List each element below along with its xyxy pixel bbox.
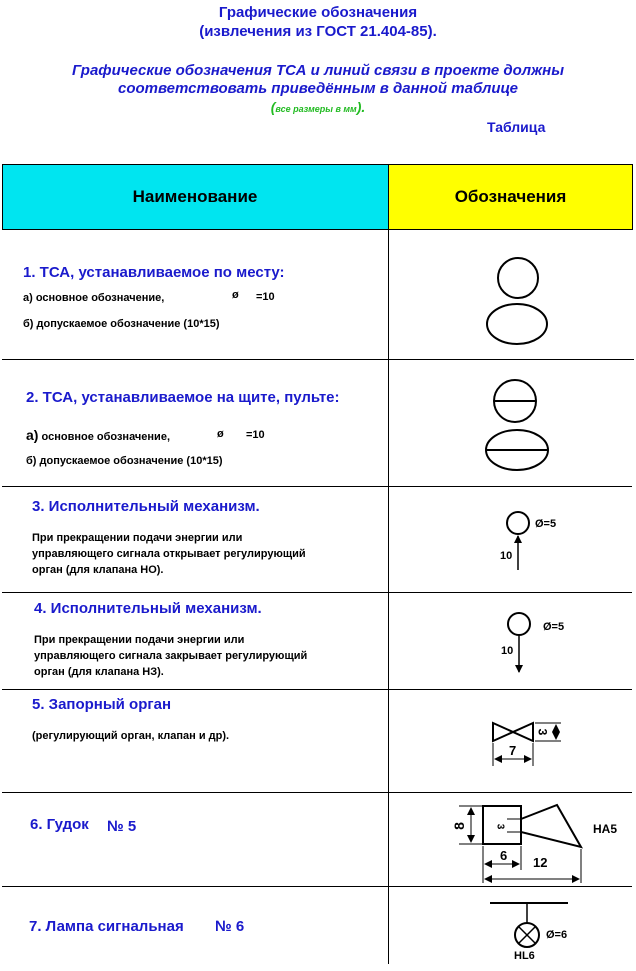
- row1-item-a: а) основное обозначение,: [23, 292, 165, 304]
- row4-title: 4. Исполнительный механизм.: [34, 600, 262, 617]
- row7-title: 7. Лампа сигнальная: [29, 918, 184, 935]
- row4-dim-diameter: Ø=5: [543, 621, 565, 633]
- row3-dim-length: 10: [500, 550, 513, 562]
- row3-desc-3: орган (для клапана НО).: [32, 564, 164, 576]
- row2-title: 2. ТСА, устанавливаемое на щите, пульте:: [26, 389, 340, 406]
- row6-title: 6. Гудок: [30, 816, 89, 833]
- row3-desc-1: При прекращении подачи энергии или: [32, 532, 243, 544]
- table-label: Таблица: [487, 119, 546, 135]
- intro-line-1: Графические обозначения ТСА и линий связи в проекте должны: [71, 62, 565, 79]
- row4-dim-length: 10: [501, 645, 514, 657]
- row3-dim-diameter: Ø=5: [535, 518, 557, 530]
- row4-desc-1: При прекращении подачи энергии или: [34, 634, 245, 646]
- row6-dim-height: 8: [450, 822, 467, 830]
- row5-dim-width: 7: [509, 743, 517, 758]
- row2-item-a: а) основное обозначение,: [26, 427, 170, 443]
- row3-desc-2: управляющего сигнала открывает регулирующий: [32, 548, 306, 560]
- row6-number: № 5: [107, 818, 137, 835]
- row7-number: № 6: [215, 918, 245, 935]
- row4-desc-2: управляющего сигнала закрывает регулирующий: [34, 650, 308, 662]
- shutoff-valve-symbol: [493, 723, 533, 741]
- row2-item-b: б) допускаемое обозначение (10*15): [26, 455, 223, 467]
- row1-diameter-value: =10: [256, 291, 275, 303]
- row4-desc-3: орган (для клапана НЗ).: [34, 666, 164, 678]
- row6-dim-small: 3: [494, 823, 506, 830]
- row5-dim-height: 3: [535, 728, 550, 736]
- column-header-name: Наименование: [2, 165, 388, 229]
- row6-dim-total: 12: [533, 855, 548, 870]
- row7-tag: HL6: [514, 950, 535, 962]
- row6-dim-width: 6: [500, 848, 508, 863]
- horn-box: [483, 806, 521, 844]
- row1-diameter-sign: ø: [232, 289, 239, 301]
- row3-title: 3. Исполнительный механизм.: [32, 498, 260, 515]
- actuator-nc-circle: [508, 613, 530, 635]
- intro-line-2: соответствовать приведённым в данной таблице: [117, 80, 518, 97]
- row5-desc: (регулирующий орган, клапан и др).: [32, 730, 230, 742]
- row2-diameter-value: =10: [246, 429, 265, 441]
- row5-title: 5. Запорный орган: [32, 696, 172, 713]
- dimensions-note: (все размеры в мм).: [270, 99, 366, 115]
- row6-tag: НА5: [593, 822, 618, 836]
- local-device-ellipse: [487, 304, 547, 344]
- row2-diameter-sign: ø: [217, 428, 224, 440]
- doc-subtitle: (извлечения из ГОСТ 21.404-85).: [199, 23, 437, 40]
- local-device-circle: [498, 258, 538, 298]
- doc-title: Графические обозначения: [218, 4, 418, 21]
- column-header-symbol: Обозначения: [389, 165, 632, 229]
- actuator-no-circle: [507, 512, 529, 534]
- row1-title: 1. ТСА, устанавливаемое по месту:: [23, 264, 285, 281]
- horn-cone: [521, 805, 581, 847]
- row1-item-b: б) допускаемое обозначение (10*15): [23, 318, 220, 330]
- row7-dim-diameter: Ø=6: [546, 929, 568, 941]
